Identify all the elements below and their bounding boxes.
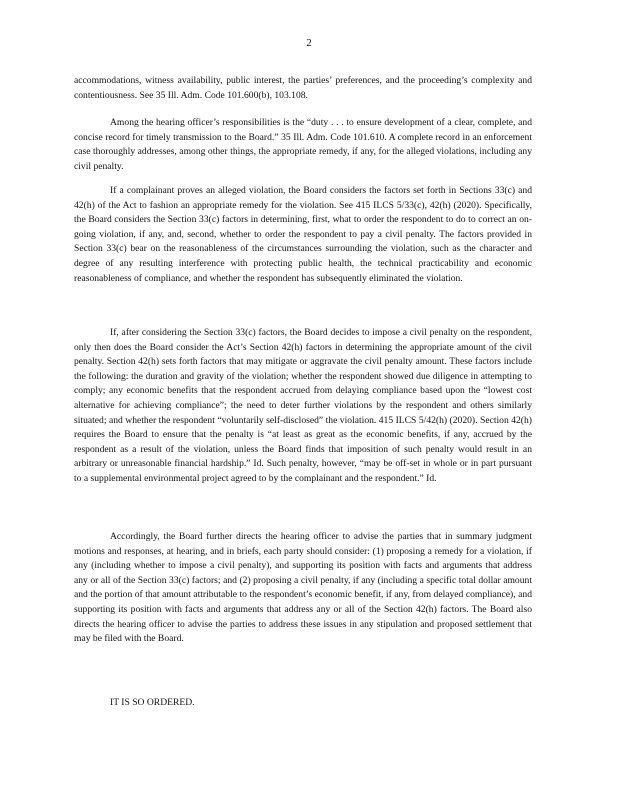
page-number: 2 <box>306 37 312 49</box>
paragraph-directions: Accordingly, the Board further directs the hearing officer to advise the parties that in summary judgment motions and responses, at hearing, and in briefs, each party should consider: (1) proposing a remedy for a violation, if any (including whether to impose a civil penalty), and supporting its position with facts and arguments that address any or all of the Section 33(c) factors; and (2) proposing a civil penalty, if any (including a specific total dollar amount and the portion of that amount attributable to the respondent’s economic benefit, if any, from delayed compliance), and supporting its position with facts and arguments that address any or all of the Section 42(h) factors. The Board also directs the hearing officer to advise the parties to address these issues in any stipulation and proposed settlement that may be filed with the Board. <box>74 531 532 645</box>
paragraph-hearing-officer-duty: Among the hearing officer’s responsibilities is the “duty . . . to ensure development of a clear, complete, and concise record for timely transmission to the Board.” 35 Ill. Adm. Code 101.610. A complete record in an enforcement case thoroughly addresses, among other things, the appropriate remedy, if any, for the alleged violations, including any civil penalty. <box>74 117 532 172</box>
paragraph-continuation: accommodations, witness availability, public interest, the parties’ preferences, and the proceeding’s complexity and contentiousness. See 35 Ill. Adm. Code 101.600(b), 103.108. <box>74 75 532 101</box>
paragraph-section-42h: If, after considering the Section 33(c) factors, the Board decides to impose a civil penalty on the respondent, only then does the Board consider the Act’s Section 42(h) factors in determining the appropriate amount of the civil penalty. Section 42(h) sets forth factors that may mitigate or aggravate the civil penalty amount. These factors include the following: the duration and gravity of the violation; whether the respondent showed due diligence in attempting to comply; any economic benefits that the respondent accrued from delaying compliance based upon the “lowest cost alternative for achieving compliance”; the need to deter further violations by the respondent and others similarly situated; and whether the respondent “voluntarily self-disclosed” the violation. 415 ILCS 5/42(h) (2020). Section 42(h) requires the Board to ensure that the penalty is “at least as great as the economic benefits, if any, accrued by the respondent as a result of the violation, unless the Board finds that imposition of such penalty would result in an arbitrary or unreasonable financial hardship.” Id. Such penalty, however, “may be off-set in whole or in part pursuant to a supplemental environmental project agreed to by the complainant and the respondent.” Id. <box>74 327 532 484</box>
paragraph-section-33c: If a complainant proves an alleged violation, the Board considers the factors set forth in Sections 33(c) and 42(h) of the Act to fashion an appropriate remedy for the violation. See 415 ILCS 5/33(c), 42(h) (2020). Specifically, the Board considers the Section 33(c) factors in determining, first, what to order the respondent to do to correct an on-going violation, if any, and, second, whether to order the respondent to pay a civil penalty. The factors provided in Section 33(c) bear on the reasonableness of the circumstances surrounding the violation, such as the character and degree of any resulting interference with protecting public health, the technical practicability and economic reasonableness of compliance, and whether the respondent has subsequently eliminated the violation. <box>74 185 532 284</box>
closing-order: IT IS SO ORDERED. <box>110 697 195 708</box>
